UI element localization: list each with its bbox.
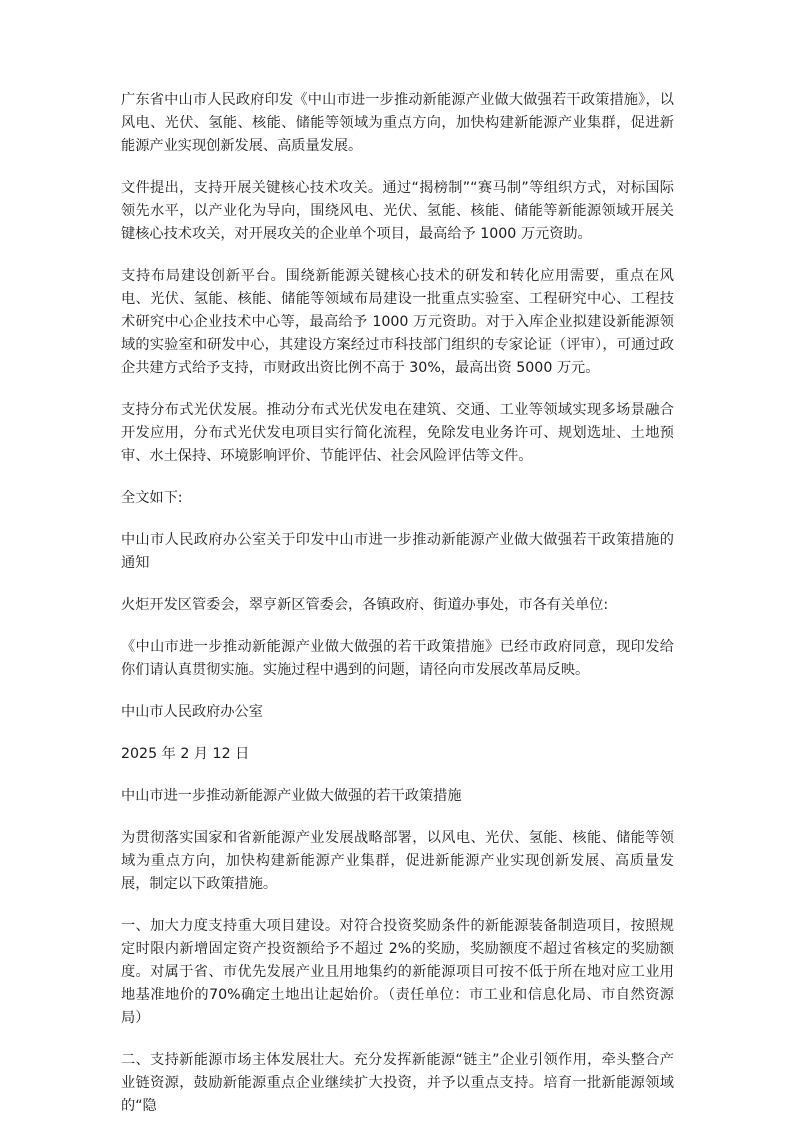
innovation-platform-paragraph: 支持布局建设创新平台。围绕新能源关键核心技术的研发和转化应用需要，重点在风电、光伏、氢能、核能、储能等领域布局建设一批重点实验室、工程研究中心、工程技术研究中心企业技术中心等，最高给予 1000 万元资助。对于入库企业拟建设新能源领域的实验室和研发中心，其建设方案经过市科技部门组织的专家论证（评审），可通过政企共建方式给予支持，市财政出资比例不高于 30%，最高出资 5000 万元。: [121, 268, 674, 376]
intro-paragraph: 广东省中山市人民政府印发《中山市进一步推动新能源产业做大做强若干政策措施》，以风电、光伏、氢能、核能、储能等领域为重点方向，加快构建新能源产业集群，促进新能源产业实现创新发展、高质量发展。: [121, 92, 674, 154]
full-text-label: 全文如下:: [121, 490, 183, 506]
tech-breakthrough-paragraph: 文件提出，支持开展关键核心技术攻关。通过“揭榜制”“赛马制”等组织方式，对标国际领先水平，以产业化为导向，围绕风电、光伏、氢能、核能、储能等新能源领域开展关键核心技术攻关，对开展攻关的企业单个项目，最高给予 1000 万元资助。: [121, 180, 674, 242]
policy-item-2: 二、支持新能源市场主体发展壮大。充分发挥新能源“链主”企业引领作用，牵头整合产业链资源，鼓励新能源重点企业继续扩大投资，并予以重点支持。培育一批新能源领域的“隐: [121, 1052, 674, 1114]
policy-title: 中山市进一步推动新能源产业做大做强的若干政策措施: [121, 788, 462, 804]
notice-recipients: 火炬开发区管委会，翠亨新区管委会，各镇政府、街道办事处，市各有关单位:: [121, 597, 609, 613]
distributed-pv-paragraph: 支持分布式光伏发展。推动分布式光伏发电在建筑、交通、工业等领域实现多场景融合开发应用，分布式光伏发电项目实行简化流程，免除发电业务许可、规划选址、土地预审、水土保持、环境影响评价、节能评估、社会风险评估等文件。: [121, 402, 674, 464]
policy-item-1: 一、加大力度支持重大项目建设。对符合投资奖励条件的新能源装备制造项目，按照规定时限内新增固定资产投资额给予不超过 2%的奖励，奖励额度不超过省核定的奖励额度。对属于省、市优先发展产业且用地集约的新能源项目可按不低于所在地对应工业用地基准地价的70%确定土地出让起始价。（责任单位：市工业和信息化局、市自然资源局）: [121, 918, 674, 1026]
policy-preamble: 为贯彻落实国家和省新能源产业发展战略部署，以风电、光伏、氢能、核能、储能等领域为重点方向，加快构建新能源产业集群，促进新能源产业实现创新发展、高质量发展，制定以下政策措施。: [121, 830, 674, 892]
issuer-signature: 中山市人民政府办公室: [121, 704, 263, 720]
notice-body: 《中山市进一步推动新能源产业做大做强的若干政策措施》已经市政府同意，现印发给你们请认真贯彻实施。实施过程中遇到的问题，请径向市发展改革局反映。: [121, 639, 674, 678]
document-page: [121, 89, 674, 1137]
notice-title: 中山市人民政府办公室关于印发中山市进一步推动新能源产业做大做强若干政策措施的通知: [121, 532, 674, 571]
issue-date: 2025 年 2 月 12 日: [121, 746, 250, 762]
